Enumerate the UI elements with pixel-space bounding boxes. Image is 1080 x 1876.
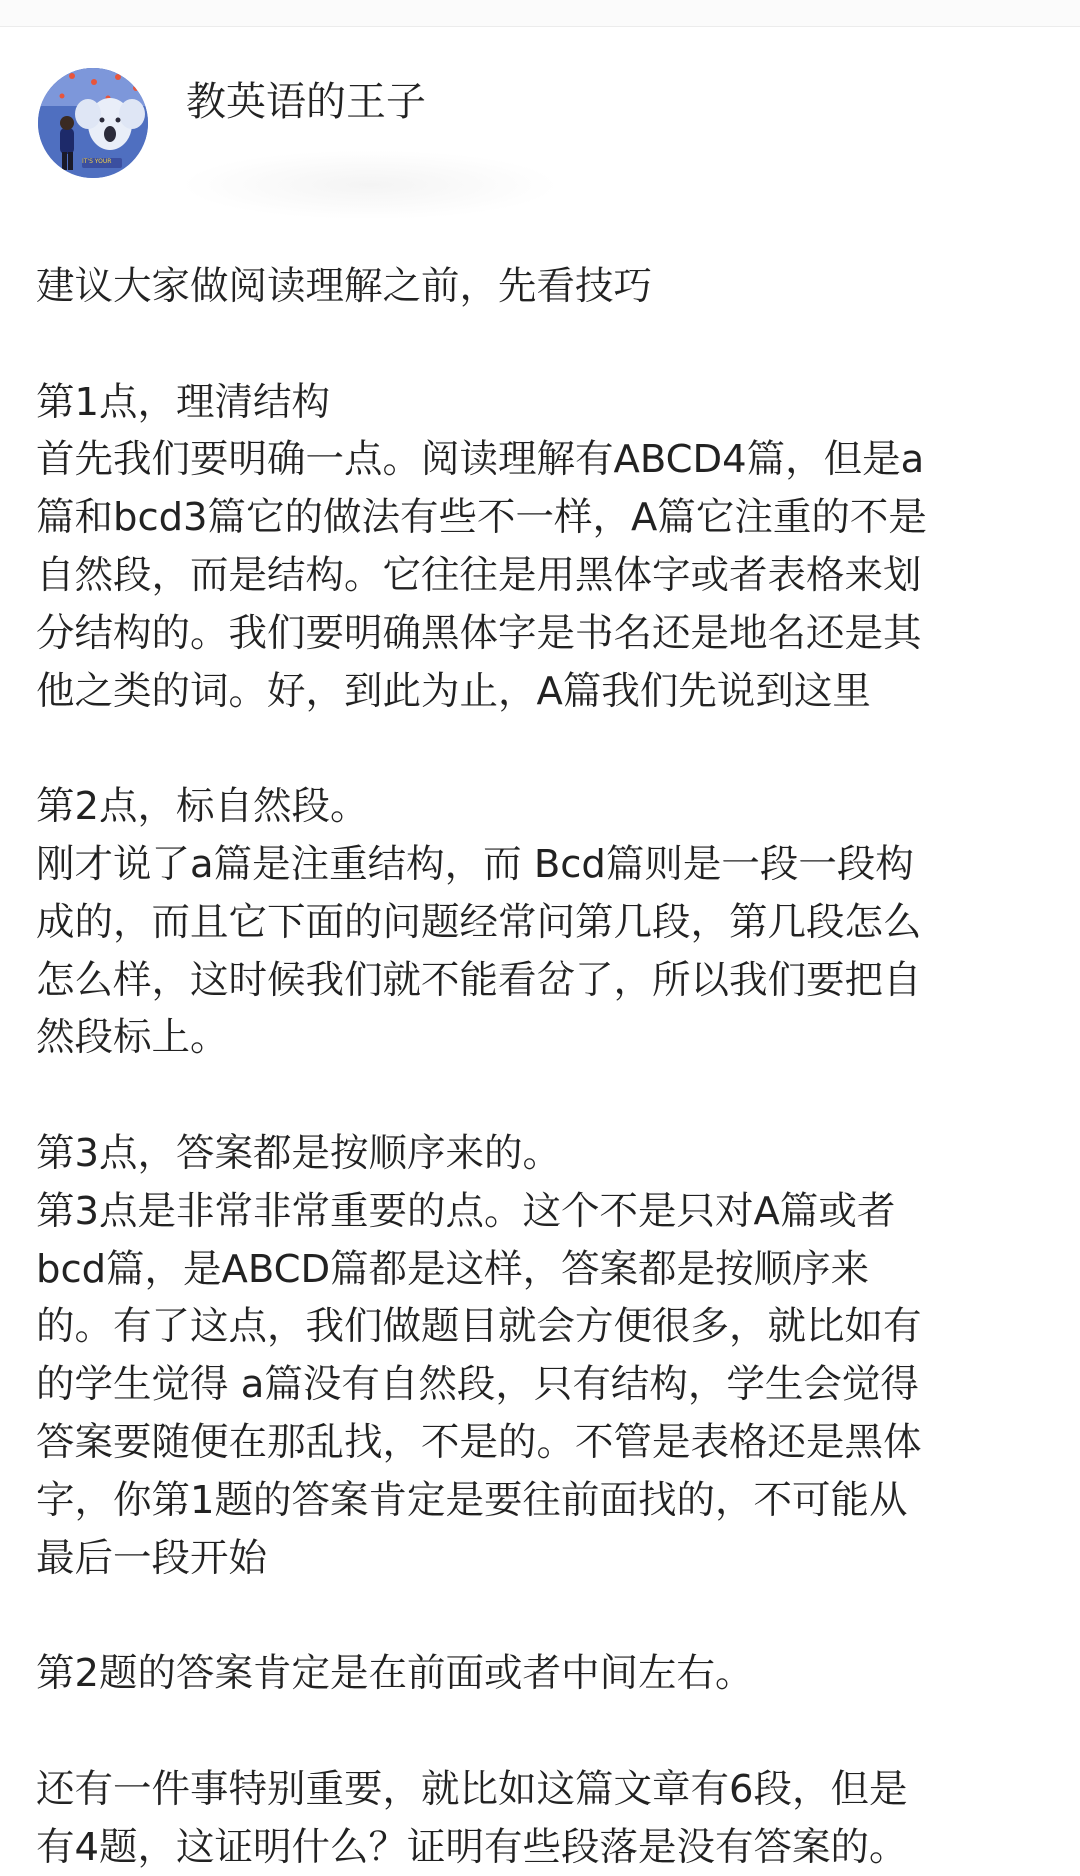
faded-overlay (180, 150, 560, 220)
text-line: 首先我们要明确一点。阅读理解有ABCD4篇，但是a (36, 437, 925, 483)
paragraph-gap (36, 1703, 1036, 1761)
text-line: 成的，而且它下面的问题经常问第几段，第几段怎么 (36, 899, 922, 945)
text-line: 最后一段开始 (36, 1535, 268, 1581)
point1-heading: 第1点，理清结构 (36, 379, 330, 425)
paragraph-gap (36, 316, 1036, 374)
text-line: 还有一件事特别重要，就比如这篇文章有6段，但是 (36, 1766, 908, 1812)
point2-heading: 第2点，标自然段。 (36, 784, 369, 830)
text-line: 第3点是非常非常重要的点。这个不是只对A篇或者 (36, 1188, 896, 1234)
paragraph-gap (36, 720, 1036, 778)
text-line: 然段标上。 (36, 1015, 229, 1061)
text-line: 字，你第1题的答案肯定是要往前面找的，不可能从 (36, 1477, 908, 1523)
text-line: 自然段，而是结构。它往往是用黑体字或者表格来划 (36, 552, 922, 598)
text-line: 怎么样，这时候我们就不能看岔了，所以我们要把自 (36, 957, 922, 1003)
point2-paragraph (36, 836, 1036, 1067)
post-body (36, 258, 1036, 1876)
point3-paragraph (36, 1183, 1036, 1588)
point1-paragraph (36, 431, 1036, 720)
avatar-caption: IT'S YOUR (82, 158, 112, 165)
point3-heading: 第3点，答案都是按顺序来的。 (36, 1130, 561, 1176)
paragraph-gap (36, 1067, 1036, 1125)
text-line: 他之类的词。好，到此为止，A篇我们先说到这里 (36, 668, 871, 714)
text-line: 有4题，这证明什么？证明有些段落是没有答案的。 (36, 1824, 908, 1870)
question2-note: 第2题的答案肯定是在前面或者中间左右。 (36, 1651, 754, 1697)
final-paragraph (36, 1761, 1036, 1876)
text-line: 刚才说了a篇是注重结构，而 Bcd篇则是一段一段构 (36, 841, 914, 887)
author-name[interactable]: 教英语的王子 (186, 79, 426, 125)
text-line: 的学生觉得 a篇没有自然段，只有结构，学生会觉得 (36, 1362, 919, 1408)
text-line: bcd篇，是ABCD篇都是这样，答案都是按顺序来 (36, 1246, 870, 1292)
top-divider (0, 0, 1080, 27)
text-line: 的。有了这点，我们做题目就会方便很多，就比如有 (36, 1304, 922, 1350)
paragraph-gap (36, 1587, 1036, 1645)
intro-text: 建议大家做阅读理解之前，先看技巧 (36, 264, 653, 309)
text-line: 分结构的。我们要明确黑体字是书名还是地名还是其 (36, 610, 922, 656)
avatar[interactable] (38, 68, 148, 178)
text-line: 答案要随便在那乱找，不是的。不管是表格还是黑体 (36, 1419, 922, 1465)
text-line: 篇和bcd3篇它的做法有些不一样，A篇它注重的不是 (36, 495, 927, 541)
